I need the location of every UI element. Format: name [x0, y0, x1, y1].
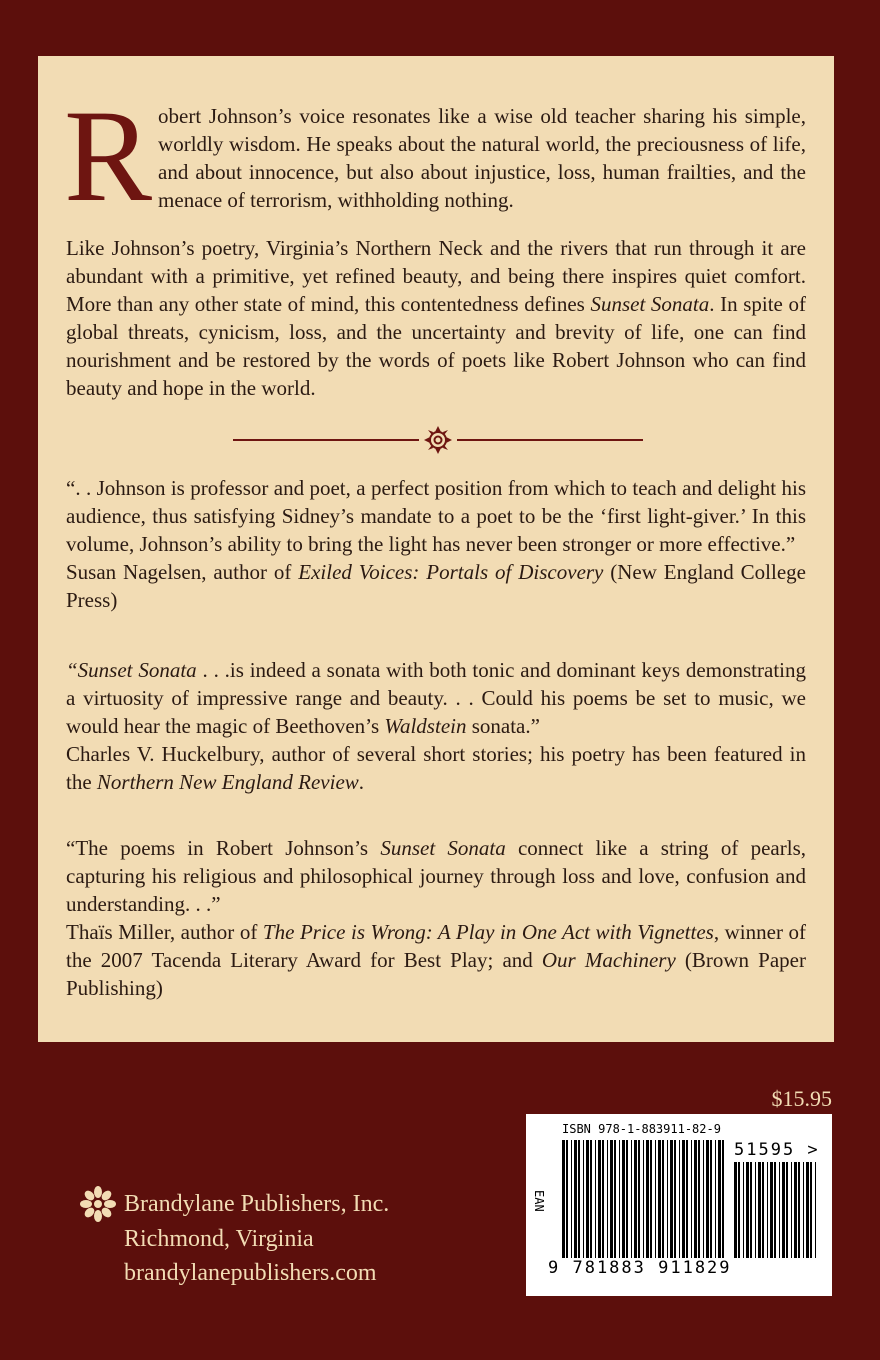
barcode-number: 9 781883 911829 — [548, 1258, 732, 1278]
publisher-location: Richmond, Virginia — [124, 1226, 314, 1252]
barcode-bar — [722, 1140, 724, 1258]
publisher-block — [80, 1186, 389, 1290]
quote-2-cite-a: Charles V. Huckelbury, author of several short stories; his poetry has been featured in the — [66, 742, 806, 794]
ean-label: EAN — [532, 1190, 546, 1212]
publisher-name: Brandylane Publishers, Inc. — [124, 1191, 390, 1217]
drop-cap: R — [64, 82, 153, 229]
quote-3-cite-title-2: Our Machinery — [541, 948, 676, 972]
compass-rose-icon — [422, 425, 454, 457]
intro-paragraph-2 — [66, 234, 806, 402]
barcode-bar — [762, 1162, 764, 1258]
barcode-bar — [662, 1140, 664, 1258]
quote-3-text-title: Sunset Sonata — [380, 836, 506, 860]
barcode-bar — [782, 1162, 785, 1258]
intro-paragraph-1 — [64, 82, 806, 229]
barcode-bar — [667, 1140, 668, 1258]
barcode-bar — [607, 1140, 608, 1258]
quote-3-cite-b: , winner of the 2007 Tacenda Literary Award for Best Play; and — [66, 920, 806, 972]
divider-line-right — [457, 439, 643, 441]
barcode-bar — [638, 1140, 640, 1258]
quote-3-text-a: “The poems in Robert Johnson’s — [66, 836, 381, 860]
barcode-bar — [815, 1162, 816, 1258]
barcode-bar — [738, 1162, 740, 1258]
quote-2-text-a: . . .is indeed a sonata with both tonic and dominant keys demonstrating a virtuosity of impressive range and beauty. . . Could his poems be set to music, we would hear the magic of Beethoven’s — [66, 658, 806, 738]
quote-1-cite-title: Exiled Voices: Portals of Discovery — [298, 560, 604, 584]
barcode-main-bars — [562, 1140, 726, 1258]
barcode-bar — [758, 1162, 761, 1258]
quote-2-text-b: sonata.” — [466, 714, 540, 738]
barcode-bar — [691, 1140, 692, 1258]
barcode-bar — [590, 1140, 592, 1258]
isbn-barcode — [526, 1114, 832, 1296]
barcode-bar — [810, 1162, 812, 1258]
quote-3-cite-title-1: The Price is Wrong: A Play in One Act with Vignettes — [262, 920, 714, 944]
intro-text-1: obert Johnson’s voice resonates like a wise old teacher sharing his simple, worldly wisdom. He speaks about the natural world, the preciousness of life, and about innocence, but also about injustice, loss, human frailties, and the menace of terrorism, withholding nothing. — [158, 104, 806, 212]
barcode-bar — [670, 1140, 673, 1258]
barcode-bar — [794, 1162, 797, 1258]
barcode-bar — [767, 1162, 768, 1258]
quote-2-cite-b: . — [358, 770, 365, 794]
quote-1-attribution — [66, 558, 806, 614]
quote-miller — [66, 834, 806, 1002]
divider-line-left — [233, 439, 419, 441]
barcode-bar — [803, 1162, 804, 1258]
barcode-bar — [806, 1162, 809, 1258]
barcode-bar — [734, 1162, 737, 1258]
barcode-bar — [746, 1162, 749, 1258]
isbn-label: ISBN 978-1-883911-82-9 — [562, 1122, 721, 1136]
quote-1-cite-b: (New England College Press) — [66, 560, 806, 612]
barcode-bar — [694, 1140, 697, 1258]
barcode-bar — [750, 1162, 752, 1258]
quote-huckelbury — [66, 656, 806, 796]
publisher-website: brandylanepublishers.com — [124, 1260, 377, 1286]
quote-2-title: “Sunset Sonata — [66, 658, 197, 682]
intro-book-title: Sunset Sonata — [590, 292, 710, 316]
quote-2-cite-title: Northern New England Review — [96, 770, 359, 794]
barcode-bar — [710, 1140, 712, 1258]
barcode-bar — [631, 1140, 632, 1258]
barcode-bar — [634, 1140, 637, 1258]
price: $15.95 — [771, 1086, 832, 1111]
barcode-bar — [610, 1140, 613, 1258]
quote-1-cite-a: Susan Nagelsen, author of — [66, 560, 299, 584]
barcode-bar — [715, 1140, 716, 1258]
barcode-bar — [578, 1140, 580, 1258]
barcode-bar — [686, 1140, 688, 1258]
barcode-bar — [655, 1140, 656, 1258]
barcode-bar — [566, 1140, 568, 1258]
barcode-bar — [626, 1140, 628, 1258]
barcode-addon-bars — [734, 1162, 820, 1258]
barcode-bar — [562, 1140, 565, 1258]
quote-2-text-title: Waldstein — [384, 714, 467, 738]
text-panel — [38, 56, 834, 1042]
barcode-bar — [658, 1140, 661, 1258]
barcode-bar — [595, 1140, 596, 1258]
barcode-bar — [614, 1140, 616, 1258]
barcode-bar — [646, 1140, 649, 1258]
barcode-bar — [786, 1162, 788, 1258]
publisher-flower-icon — [80, 1186, 116, 1222]
barcode-bar — [779, 1162, 780, 1258]
quote-3-cite-c: (Brown Paper Publishing) — [66, 948, 806, 1000]
quote-3-cite-a: Thaïs Miller, author of — [66, 920, 263, 944]
barcode-bar — [583, 1140, 584, 1258]
barcode-bar — [643, 1140, 644, 1258]
barcode-bar — [703, 1140, 704, 1258]
quote-nagelsen — [66, 474, 806, 614]
barcode-bar — [679, 1140, 680, 1258]
barcode-bar — [574, 1140, 577, 1258]
barcode-bar — [622, 1140, 625, 1258]
barcode-bar — [602, 1140, 604, 1258]
quote-3-attribution — [66, 918, 806, 1002]
barcode-bar — [650, 1140, 652, 1258]
barcode-bar — [571, 1140, 572, 1258]
barcode-bar — [770, 1162, 773, 1258]
barcode-bar — [706, 1140, 709, 1258]
barcode-bar — [586, 1140, 589, 1258]
barcode-addon-number: 51595 > — [734, 1140, 820, 1160]
barcode-bar — [698, 1140, 700, 1258]
barcode-bar — [743, 1162, 744, 1258]
quote-3-text-b: connect like a string of pearls, capturing his religious and philosophical journey through loss and love, confusion and understanding. . .” — [66, 836, 807, 916]
barcode-bar — [674, 1140, 676, 1258]
barcode-bar — [791, 1162, 792, 1258]
barcode-bar — [619, 1140, 620, 1258]
quote-1-text: “. . Johnson is professor and poet, a perfect position from which to teach and delight his audience, thus satisfying Sidney’s mandate to a poet to be the ‘first light-giver.’ In this volume, Johnson’s ability to bring the light has never been stronger or more effective.” — [66, 476, 806, 556]
quote-2-attribution — [66, 740, 806, 796]
barcode-bar — [682, 1140, 685, 1258]
barcode-bar — [798, 1162, 800, 1258]
ornament-divider — [233, 425, 643, 455]
quote-2-text — [66, 658, 806, 738]
barcode-bar — [718, 1140, 721, 1258]
barcode-bar — [755, 1162, 756, 1258]
intro-text-2a: Like Johnson’s poetry, Virginia’s Northern Neck and the rivers that run through it are abundant with a primitive, yet refined beauty, and being there inspires quiet comfort. More than any other state of mind, this contentedness defines — [66, 236, 806, 316]
quote-3-text — [66, 836, 806, 916]
barcode-bar — [774, 1162, 776, 1258]
barcode-bar — [598, 1140, 601, 1258]
intro-text-2b: . In spite of global threats, cynicism, loss, and the uncertainty and brevity of life, one can find nourishment and be restored by the words of poets like Robert Johnson who can find beauty and hope in the world. — [66, 292, 806, 400]
